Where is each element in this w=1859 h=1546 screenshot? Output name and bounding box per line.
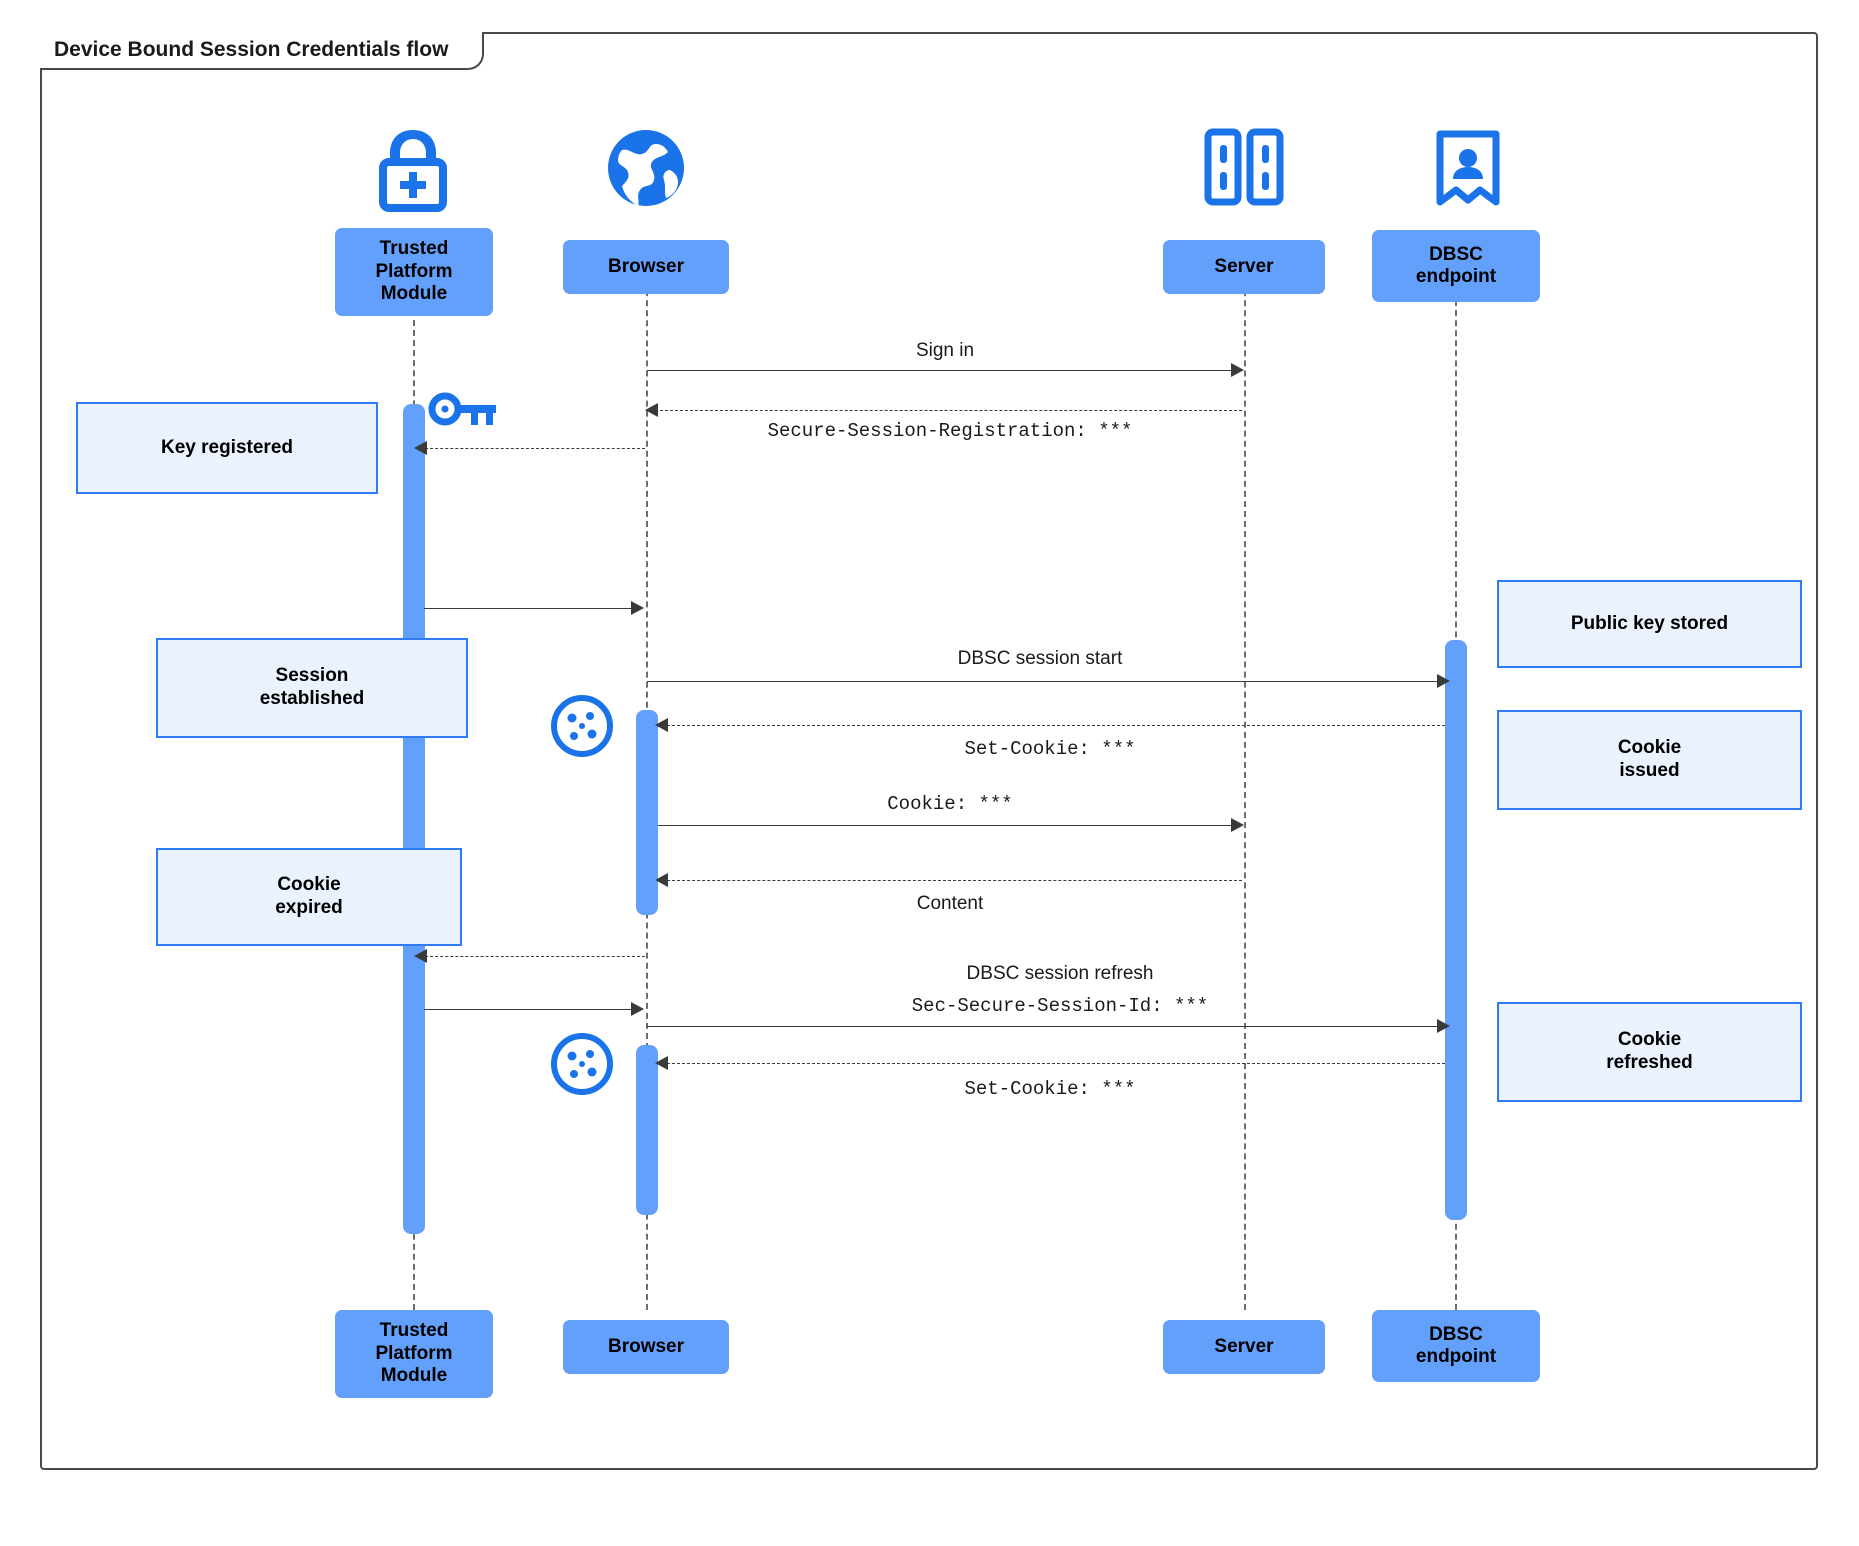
note-cookie-refreshed-line1: Cookie <box>1617 1029 1682 1051</box>
participant-tpm-bottom-line1: Trusted <box>379 1320 449 1342</box>
message-6-line <box>662 725 1445 726</box>
participant-tpm-bottom-line2: Platform <box>375 1342 453 1364</box>
cookie-icon <box>548 1030 616 1098</box>
message-1-line <box>647 370 1241 371</box>
message-12-label: Set-Cookie: *** <box>964 1078 1136 1100</box>
message-8-arrowhead <box>655 873 668 887</box>
activation-tpm <box>403 404 425 1234</box>
participant-browser-bottom-label: Browser <box>607 1335 685 1357</box>
note-session-established-line2: established <box>259 688 365 709</box>
message-2-label: Secure-Session-Registration: *** <box>767 420 1133 442</box>
participant-dbsc-label-line2: endpoint <box>1415 266 1497 287</box>
note-cookie-expired-line2: expired <box>275 897 343 918</box>
message-8-label: Content <box>916 893 984 914</box>
message-11-line <box>647 1026 1447 1027</box>
message-12-line <box>662 1063 1445 1064</box>
participant-tpm-bottom[interactable] <box>335 1310 493 1398</box>
participant-dbsc-bottom-line1: DBSC <box>1429 1323 1483 1345</box>
participant-dbsc-bottom-line2: endpoint <box>1415 1346 1497 1367</box>
note-session-established <box>156 638 468 738</box>
participant-tpm-label-line1: Trusted <box>379 238 449 260</box>
message-5-line <box>647 681 1447 682</box>
note-cookie-refreshed-line2: refreshed <box>1606 1052 1693 1073</box>
diagram-title: Device Bound Session Credentials flow <box>40 32 484 70</box>
message-7-line <box>658 825 1241 826</box>
message-8-line <box>662 880 1242 881</box>
participant-server-bottom[interactable] <box>1163 1320 1325 1374</box>
message-4-arrowhead <box>631 601 644 615</box>
note-key-registered <box>76 402 378 494</box>
message-5-arrowhead <box>1437 674 1450 688</box>
participant-tpm-top[interactable] <box>335 228 493 316</box>
participant-server-label: Server <box>1214 255 1274 277</box>
message-11-label: DBSC session refresh <box>966 963 1154 984</box>
participant-dbsc-top[interactable] <box>1372 230 1540 302</box>
note-cookie-expired-line1: Cookie <box>277 874 341 896</box>
message-6-label: Set-Cookie: *** <box>964 738 1136 760</box>
cookie-icon <box>548 692 616 760</box>
activation-browser-2 <box>636 1045 658 1215</box>
participant-dbsc-bottom[interactable] <box>1372 1310 1540 1382</box>
message-3-arrowhead <box>414 441 427 455</box>
note-key-registered-label: Key registered <box>160 436 293 458</box>
participant-server-bottom-label: Server <box>1214 1335 1274 1357</box>
note-public-key-stored-label: Public key stored <box>1570 612 1729 634</box>
participant-dbsc-label-line1: DBSC <box>1429 243 1483 265</box>
message-11-arrowhead <box>1437 1019 1450 1033</box>
note-cookie-issued-line1: Cookie <box>1617 737 1682 759</box>
note-cookie-issued <box>1497 710 1802 810</box>
message-1-arrowhead <box>1231 363 1244 377</box>
globe-icon <box>604 126 688 210</box>
message-6-arrowhead <box>655 718 668 732</box>
note-cookie-issued-line2: issued <box>1619 760 1680 781</box>
server-racks-icon <box>1202 128 1286 208</box>
message-9-line <box>420 956 645 957</box>
message-12-arrowhead <box>655 1056 668 1070</box>
message-7-label: Cookie: *** <box>887 793 1013 815</box>
participant-browser-top[interactable] <box>563 240 729 294</box>
activation-dbsc <box>1445 640 1467 1220</box>
message-4-line <box>424 608 641 609</box>
participant-tpm-label-line2: Platform <box>375 260 453 282</box>
id-badge-icon <box>1432 128 1504 208</box>
key-icon <box>428 386 500 432</box>
note-cookie-refreshed <box>1497 1002 1802 1102</box>
note-public-key-stored <box>1497 580 1802 668</box>
message-7-arrowhead <box>1231 818 1244 832</box>
participant-browser-bottom[interactable] <box>563 1320 729 1374</box>
participant-tpm-bottom-line3: Module <box>380 1365 448 1387</box>
note-session-established-line1: Session <box>275 665 349 687</box>
message-9-arrowhead <box>414 949 427 963</box>
participant-server-top[interactable] <box>1163 240 1325 294</box>
participant-tpm-label-line3: Module <box>380 283 448 305</box>
participant-browser-label: Browser <box>607 255 685 277</box>
message-2-line <box>650 410 1242 411</box>
message-2-arrowhead <box>645 403 658 417</box>
message-10-line <box>424 1009 641 1010</box>
message-11-label-2: Sec-Secure-Session-Id: *** <box>911 995 1209 1017</box>
message-1-label: Sign in <box>915 340 975 361</box>
lock-shield-icon <box>371 126 455 212</box>
message-5-label: DBSC session start <box>957 648 1123 669</box>
message-3-line <box>420 448 645 449</box>
note-cookie-expired <box>156 848 462 946</box>
lifeline-server <box>1244 250 1246 1310</box>
